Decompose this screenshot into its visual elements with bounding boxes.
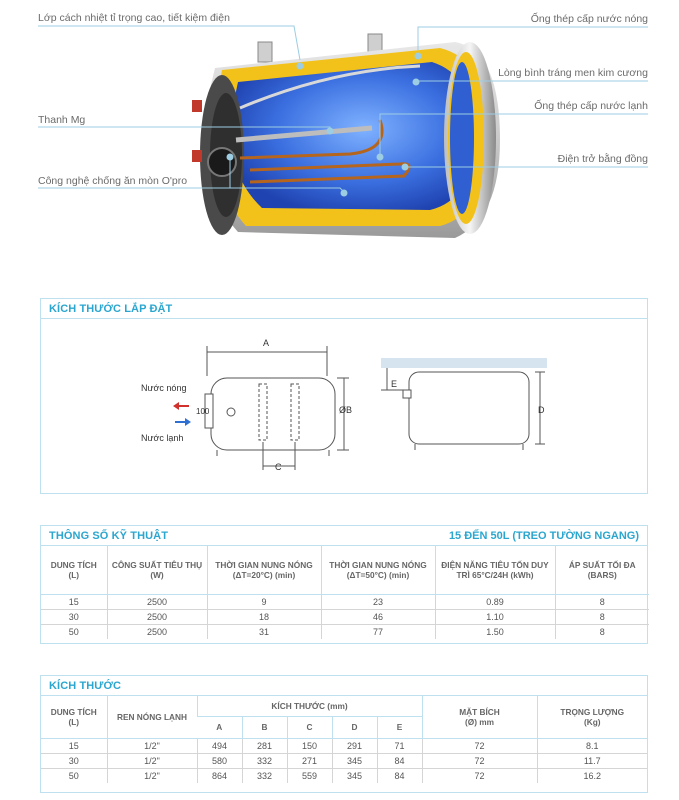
hot-water-label: Nước nóng — [141, 383, 187, 393]
callout-hot-pipe: Ống thép cấp nước nóng — [530, 13, 648, 25]
dims-col-c: C — [287, 716, 332, 738]
specs-section-title: THÔNG SỐ KỸ THUẬT — [49, 529, 169, 542]
table-cell: 8.1 — [537, 738, 647, 753]
install-section-title: KÍCH THƯỚC LẮP ĐẶT — [49, 302, 173, 315]
callout-heater: Điện trở bằng đồng — [557, 153, 648, 165]
dims-col-weight: TRỌNG LƯỢNG (Kg) — [537, 696, 647, 738]
table-cell: 0.89 — [435, 594, 555, 609]
specs-col-capacity: DUNG TÍCH (L) — [41, 546, 107, 594]
table-cell: 1/2" — [107, 753, 197, 768]
callout-opro: Công nghệ chống ăn mòn O'pro — [38, 175, 188, 187]
install-section-header — [41, 299, 647, 319]
table-row — [41, 624, 649, 639]
table-cell: 291 — [332, 738, 377, 753]
table-cell: 15 — [41, 738, 107, 753]
table-row — [41, 594, 649, 609]
table-cell: 271 — [287, 753, 332, 768]
callout-enamel: Lòng bình tráng men kim cương — [498, 67, 648, 79]
table-cell: 46 — [321, 609, 435, 624]
table-cell: 345 — [332, 768, 377, 783]
specs-section-header — [41, 526, 647, 546]
dim-label-e: E — [391, 379, 398, 389]
table-cell: 580 — [197, 753, 242, 768]
table-cell: 281 — [242, 738, 287, 753]
table-cell: 1/2" — [107, 768, 197, 783]
callout-mg-rod: Thanh Mg — [38, 114, 86, 126]
dims-col-capacity: DUNG TÍCH (L) — [41, 696, 107, 738]
table-cell: 559 — [287, 768, 332, 783]
dims-col-e: E — [377, 716, 422, 738]
table-cell: 72 — [422, 738, 537, 753]
table-cell: 23 — [321, 594, 435, 609]
specs-col-pressure: ÁP SUẤT TỐI ĐA (BARS) — [555, 546, 649, 594]
table-row — [41, 753, 647, 768]
water-heater-cutaway-image — [0, 0, 679, 260]
dims-col-a: A — [197, 716, 242, 738]
product-cutaway-illustration — [0, 0, 679, 260]
table-cell: 77 — [321, 624, 435, 639]
table-cell: 864 — [197, 768, 242, 783]
specs-col-power: CÔNG SUẤT TIÊU THỤ (W) — [107, 546, 207, 594]
callout-insulation: Lớp cách nhiệt tỉ trọng cao, tiết kiệm điện — [38, 12, 230, 24]
table-cell: 2500 — [107, 624, 207, 639]
table-cell: 332 — [242, 753, 287, 768]
specs-section-subtitle: 15 ĐẾN 50L (TREO TƯỜNG NGANG) — [448, 529, 639, 542]
table-cell: 8 — [555, 609, 649, 624]
dim-label-a: A — [263, 338, 270, 348]
dimensions-section — [40, 675, 648, 793]
table-row — [41, 738, 647, 753]
table-cell: 9 — [207, 594, 321, 609]
specs-col-heat50: THỜI GIAN NUNG NÓNG (ΔT=50°C) (min) — [321, 546, 435, 594]
table-cell: 16.2 — [537, 768, 647, 783]
dim-label-c: C — [275, 462, 282, 472]
table-cell: 84 — [377, 768, 422, 783]
table-cell: 18 — [207, 609, 321, 624]
table-cell: 11.7 — [537, 753, 647, 768]
dims-table — [41, 696, 647, 783]
table-cell: 30 — [41, 609, 107, 624]
dims-section-title: KÍCH THƯỚC — [49, 679, 122, 692]
specs-table — [41, 546, 649, 639]
table-cell: 345 — [332, 753, 377, 768]
table-cell: 31 — [207, 624, 321, 639]
dims-header-row — [41, 696, 647, 716]
table-cell: 72 — [422, 753, 537, 768]
dim-label-b: ØB — [339, 405, 353, 415]
specs-header-row — [41, 546, 649, 594]
install-dimensions-section — [40, 298, 648, 494]
table-cell: 8 — [555, 594, 649, 609]
table-cell: 2500 — [107, 594, 207, 609]
table-cell: 50 — [68, 626, 79, 637]
table-cell: 332 — [242, 768, 287, 783]
dim-label-d: D — [538, 405, 545, 415]
table-row — [41, 768, 647, 783]
specs-col-heat20: THỜI GIAN NUNG NÓNG (ΔT=20°C) (min) — [207, 546, 321, 594]
dims-col-b: B — [242, 716, 287, 738]
table-cell: 71 — [377, 738, 422, 753]
table-cell: 1.50 — [435, 624, 555, 639]
cold-water-label: Nước lạnh — [141, 433, 184, 443]
table-cell: 1.10 — [435, 609, 555, 624]
table-row — [41, 609, 649, 624]
table-cell: 15 — [41, 594, 107, 609]
dims-col-d: D — [332, 716, 377, 738]
table-cell: 72 — [422, 768, 537, 783]
specifications-section — [40, 525, 648, 644]
table-cell: 30 — [41, 753, 107, 768]
table-cell: 50 — [68, 770, 79, 781]
dims-col-thread: REN NÓNG LẠNH — [107, 696, 197, 738]
dim-label-100: 100 — [196, 407, 210, 416]
table-cell: 494 — [197, 738, 242, 753]
table-cell: 8 — [555, 624, 649, 639]
dims-section-header — [41, 676, 647, 696]
table-cell: 150 — [287, 738, 332, 753]
dims-col-size: KÍCH THƯỚC (mm) — [197, 696, 422, 716]
table-cell: 1/2" — [107, 738, 197, 753]
table-cell: 84 — [377, 753, 422, 768]
dims-col-flange: MẶT BÍCH (Ø) mm — [422, 696, 537, 738]
table-cell: 2500 — [107, 609, 207, 624]
callout-cold-pipe: Ống thép cấp nước lạnh — [534, 100, 648, 112]
specs-col-energy: ĐIỆN NĂNG TIÊU TỐN DUY TRÌ 65°C/24H (kWh) — [435, 546, 555, 594]
